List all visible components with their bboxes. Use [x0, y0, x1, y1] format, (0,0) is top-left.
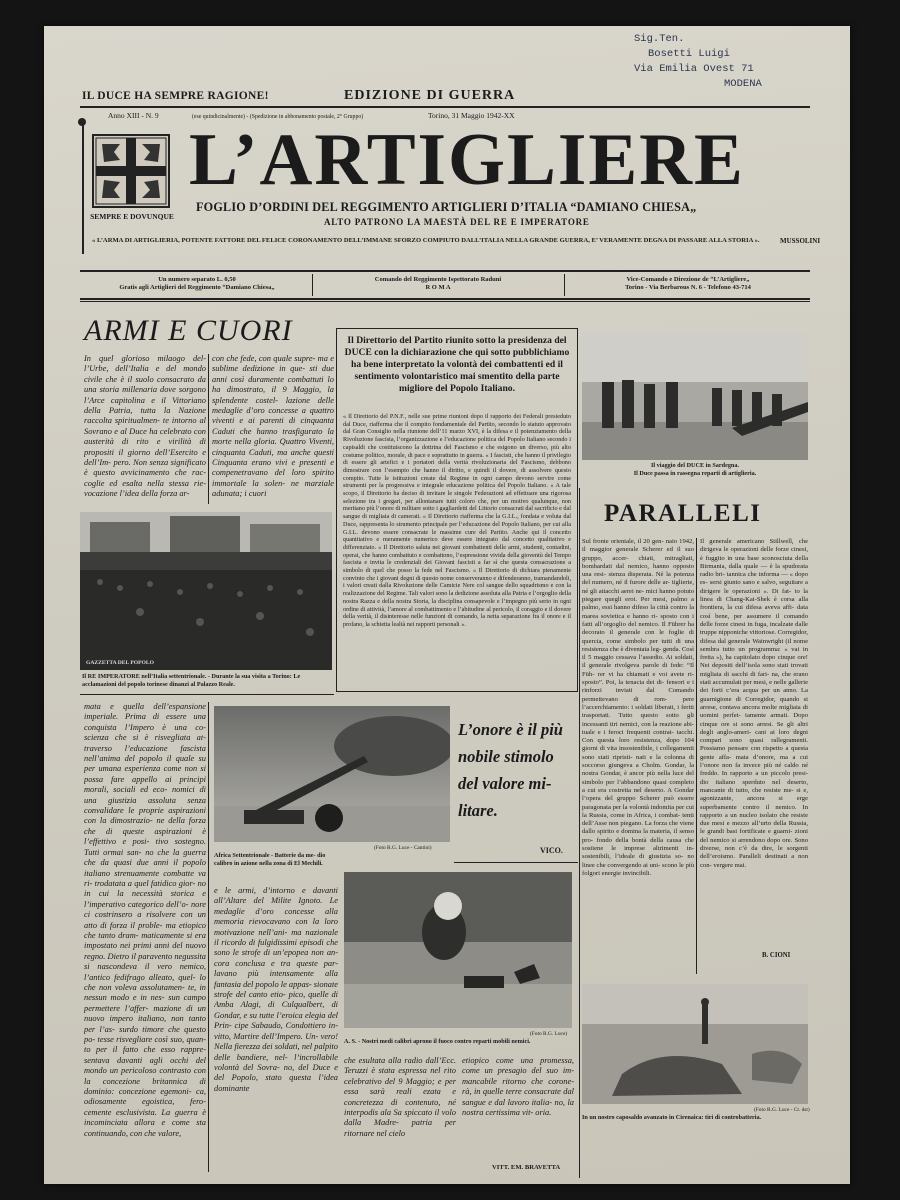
armi-title: ARMI E CUORI: [84, 314, 293, 347]
quote-author: MUSSOLINI: [780, 237, 821, 245]
direttorio-body: « Il Direttorio del P.N.F., nelle sue prime riunioni dopo il rapporto dei Federali presieduto dal Duce, riafferma che il compito fondamentale del Partito, secondo lo statuto approvato dal Gran Consiglio nella riunione dell’11 marzo XVI, è la difesa e il potenziamento della Rivoluzione fascista, l’organizzazione e l’educazione politica del Popolo Italiano secondo i capisaldi che costituiscono la dottrina del Fascismo e che esigono un diverso, più alto costume politico, morale, di pace e soprattutto in guerra. « I fascisti, che hanno il privilegio di essere gli artefici e i portatori della verità rivoluzionaria del Fascismo, debbono dimostrare con l’esempio che hanno il diritto, e quindi il dovere, di assolvere questo compito. Tutte le istituzioni create dal Regime in ogni campo devono servire come strumenti per la progressiva e integrale educazione politica del Popolo Italiano. « A tale scopo, il Direttorio ha deciso di invitare le singole Federazioni ad effettuare una rigorosa selezione tra i gregari, per allontanare tutti coloro che, per un motivo qualunque, non meritano più l’onore di militare sotto i gagliardetti del Littorio consacrati dal sacrificio e dal sangue di migliaia di camerati. « Il Direttorio riafferma che la G.I.L., fondata e voluta dal Duce, rappresenta lo strumento principale per l’educazione del Popolo Italiano, per cui alla G.I.L. devono essere consacrate le massime cure del Partito. Anche qui il concetto quantitativo e meramente numerico deve essere integrato dal concetto qualitativo e differenziato. « Il Direttorio saluta nei giovani combattenti delle armi, studenti, contadini, operai, che hanno combattuto e combattono, l’espressione vivida della gioventù del Tempo fascista e invita le credenziali dei Giovani fascisti a far sì che questa consacrazione a simbolo di quel che posso la fede nel Fascismo. « Il Direttorio di dichiara pienamente convinto che i giovani degni di questo nome conserveranno e difenderanno, tramandandoli, i valori creati dalla Rivoluzione delle Camicie Nere col sangue dello squadrismo e con la realizzazione del Regime. Tali valori sono la dedizione assoluta alla Patria e l’orgoglio della nostra Razza e della nostra Storia, la disciplina consapevole e l’impegno più serio in ogni ordine di attività, l’amore al combattimento e l’abitudine al pericolo, il coraggio e il dovere della verità, il disinteresse nelle funzioni di comando, la netta separazione fra il onore e il profano, la schietta lealtà nei rapporti personali ».: [343, 413, 571, 628]
info-command-line: Comando del Reggimento Ispettorato Raduni: [374, 276, 502, 283]
crowd-image: [80, 512, 332, 670]
cannon-photo: [214, 706, 450, 842]
stamp-line-3: Via Emilia Ovest 71: [634, 63, 754, 75]
sardegna-image: [582, 332, 808, 460]
paralleli-column-2: Il generale americano Stillwell, che dirigeva le operazioni delle forze cinesi, è fuggito in una base sconosciuta della Birmania, dalla quale — è la spudorata radio bri- tannica che informa — « dopo es- sersi giunto sano e salvo, seguitare a dirigere le operazioni ». Di fat- to la linea di Chang-Kai-Shek è corsa alla frontiera, la cui difesa aveva affi- data così bene, per assumere il comando delle forze cinesi in fuga, incalzate dalle truppe nipponiche vittoriose. Corregidor, difesa dal generale Wainwright (il nome sembra tutto un programma: « vai in fretta »), ha capitolato dopo cinque ore! Nei depositi dell’isola sono stati trovati migliaia di sacchi di fari- na, che erano stati accumulati per mesi, e nelle gallerie dei forti c’era acqua per un anno. La guarnigione di Corregidor, quando si arrese, contava ancora molte migliaia di uomini perfet- tamente armati. Dopo cinque ore si sono arresi. Se gli altri degli anglo-ameri- cani ai loro degni compari sono quasi rallegramenti. Possiamo pensare con rispetto a questa gente affa- mata d’onore, ma a cui l’onore non fa invece più né caldo né freddo. In rapporto a un piccolo presi- dio italiano sperduto nel deserto, mancante di tutto, che resiste me- si e, agonizzante, ancora si erge superbamente contro il nemico. In rapporto a un nucleo isolato che resiste due mesi e mezzo all’urto della Russia, le grandi basi fortificate e guarni- zioni del nemico si arrendono dopo ore. Sono diverse, non c’è da dire, le sorgenti dell’eroismo. Paralleli destinati a non con- vergere mai.: [700, 538, 808, 869]
info-direction: [568, 276, 808, 292]
crowd-photo: [80, 512, 332, 670]
crest-motto: SEMPRE E DOVUNQUE: [90, 212, 174, 221]
armi-column-6: etiopico come una promessa, come un presagio del suo im- mancabile ritorno che corone- rà, in quelle terre consacrate dal sangue e dal lavoro italia- no, la nostra certissima vit- oria.: [462, 1056, 574, 1118]
desert-photo-caption: In un nostro caposaldo avanzato in Cirenaica: tiri di controbatteria.: [582, 1114, 762, 1121]
photo-tag: GAZZETTA DEL POPOLO: [86, 660, 154, 666]
sardegna-caption-1: Il viaggio del DUCE in Sardegna.: [650, 462, 739, 469]
issue-number: Anno XIII - N. 9: [108, 111, 159, 120]
edition-label: EDIZIONE DI GUERRA: [344, 88, 516, 103]
sardegna-caption-2: Il Duce passa in rassegna reparti di artiglieria.: [633, 469, 757, 477]
address-stamp: [634, 32, 844, 92]
info-price-line: Un numero separato L. 0,50: [158, 276, 236, 283]
armi-column-4: e le armi, d’intorno e davanti all’Altare del Milite Ignoto. Le medaglie d’oro concesse alla memoria rievocavano con la loro motivazione nell’ani- ma nazionale il ricordo di fulgidissimi episodi che sono le strofe di un’epopea non an- cora conclusa e tra queste par- lavano più intensamente alla fantasia del popolo le appas- sionate strofe del canto etio- pico, quelle di Amba Alagi, di Culqualbert, di Gondar, e su tutte l’eroica elegia del Prin- cipe Sabaudo, Condottiero in- vitto, Martire dell’Impero. Un- vero! Nella fierezza dei soldati, nel palpito delle bandiere, nel- l’incrollabile volontà del Sovra- no, del Duce e del Popolo, stato questa l’idea dominante: [214, 886, 338, 1093]
paralleli-signature: B. CIONI: [762, 952, 791, 959]
cannon-photo-caption: Africa Settentrionale - Batterie da me- dio calibro in azione nella zona di El Mechili.: [214, 852, 326, 867]
armi-column-3: mata e quella dell’espansione imperiale. Prima di essere una conquista l’Impero è una co- scienza che si è risvegliata at- traverso l’educazione fascista nell’anima del popolo il quale su per umana esperienza come non si possa fare appello ai principi morali, sociali ed eco- nomici di una giustizia assoluta senza convalidare le proprie aspirazioni con la dimostrazio- ne della forza che di queste aspirazioni è l’effettivo e posi- tivo sostegno. Tutti ormai san- no che la guerra che da quasi due anni il popolo italiano strenuamente combatte va ri- trodatata a quel fatidico gior- no in cui la necessità storica e l’imperativo categorico dell’o- nore ci costrinsero a risolvere con un atto di forza il proble- ma etiopico che tanto dram- maticamente si era impostato nei primi anni del nuovo regno. Dietro il paravento negussita si nascondeva il vero nemico, l’antico fedifrago alleato, quel- lo che non voleva assolutamen- te, in nessun modo e in nes- sun campo permettere l’affer- mazione di un nuovo impero italiano, non tanto per l’as- surdo timore che questo po- tesse risvegliare così suo, quan- to per il fatto che esso rappre- sentava davanti agli occhi del mondo un pericoloso contrasto con la concezione britannica di dominio: concezione egemoni- ca, odiosamente egoistica, fero- cemente esclusivista. La guerra è incominciata allora e come sta continuando, con che valore,: [84, 702, 206, 1138]
stamp-city: MODENA: [724, 78, 762, 90]
info-gratis-line: Gratis agli Artiglieri del Reggimento “Damiano Chiesa„: [119, 284, 275, 291]
onore-author: VICO.: [540, 846, 563, 855]
armi-column-1: In quel glorioso milaogo del- l’Urbe, dell’Italia e del mondo civile che è il suolo consacrato da una storia millenaria dove sorgono l’Arce capitolina e il Vittoriano della Patria, tutta la Nazione raccolta spiritualmen- te intorno al Sovrano e al Duce ha celebrato con austerità di rito e virilità di propositi il giorno dell’Esercito e dell’Im- pero. Non senza significato è questo avvicinamento che rac- coglie ed esalta nella stessa rie- vocazione l’idea della forza ar-: [84, 354, 206, 499]
motto: IL DUCE HA SEMPRE RAGIONE!: [82, 90, 269, 102]
issue-date: Torino, 31 Maggio 1942-XX: [428, 111, 515, 120]
battle-photo-credit: (Foto R.G. Luce): [530, 1031, 568, 1037]
armi-column-5: che esultata alla radio dall’Ecc. Teruzzi è stata espressa nel rito celebrativo del 9 Maggio; e per essa sarà reali ezata e concretezza di contenuto, né interpodis ala Sa spiccato il volo dalla Madre- patria per ritornare nel cielo: [344, 1056, 456, 1138]
paralleli-title: PARALLELI: [604, 500, 762, 527]
info-price: [84, 276, 310, 292]
cannon-photo-credit: (Foto R.G. Luce - Cantini): [374, 845, 432, 851]
stamp-line-1: Sig.Ten.: [634, 33, 685, 45]
info-direction-line: Vice-Comando e Direzione de “L’Artigliere„: [626, 276, 750, 283]
patron-line: ALTO PATRONO LA MAESTÀ DEL RE E IMPERATORE: [324, 217, 590, 227]
postal-note: (ese quindicinalmente) - (Spedizione in abbonamento postale, 2° Gruppo): [192, 114, 364, 120]
newspaper-page: [44, 26, 850, 1184]
cannon-image: [214, 706, 450, 842]
masthead-quote: « L’ARMA DI ARTIGLIERIA, POTENTE FATTORE DEL FELICE CORONAMENTO DELL’IMMANE SFORZO COMPIUTO DALL’ITALIA NELLA GRANDE GUERRA, E’ VERAMENTE DEGNA DI PASSARE ALLA STORIA ».: [92, 237, 760, 244]
paralleli-column-1: Sul fronte orientale, il 20 gen- naio 1942, il maggior generale Scherer ed il suo gruppo, accer- chiati, mitragliati, bombardati dal nemico, hanno opposto una resi- stenza disperata. Né la potenza del numero, né il furore delle ar- tiglierie, né gli attacchi aerei ne- mici hanno potuto piegare quegli eroi. Per mesi, palmo a palmo, essi hanno difeso la città contro la marea sovietica e hanno ri- sposto con i fatti all’orgoglio del nemico. Il Führer ha decorato il generale con le foglie di quercia, come simbolo per tutti di una resistenza che è diventata leg- genda. Così il 5 maggio cessava l’assedio. Ai soldati, il generale rivolgeva parole di fede: “Il Füh- rer vi ha chiamati e voi avete ri- sposto”. Poi, la tenacia dei di- fensori e i rinforzi inviati dal Comando permettevano di rom- pere l’accerchiamento: i soldati liberati, i feriti trasportati. Tutto questo sotto gli incessanti tiri nemici, con la reazione abi- tuale e i feroci frequenti contrat- tacchi. Con questa loro resistenza, dopo 104 giorni di vita insostenibile, i collegamenti sono stati ripristi- nati e la colonna di soccorso giungeva a Cholm. Gondar, la nostra Gondar, è ancor più nella luce del simbolo per l’abbandono quasi completo a cui era costretta nel deserto. A Gondar l’opera del gruppo Scherer può essere paragonata per la volontà indomita per cui la Russia, come in Africa, i combat- tenti dell’Asse non piegano. La forza che viene dallo spirito e domina la materia, il senso pro- fondo della bontà della causa che sostiene le imprese altrimenti in- sostenibili, l’ideale di giustizia so- no linee che convergendo ai uni- scono le più folgori energie invincibili.: [582, 538, 694, 877]
newspaper-subtitle: FOGLIO D’ORDINI DEL REGGIMENTO ARTIGLIERI D’ITALIA “DAMIANO CHIESA„: [196, 200, 697, 214]
battle-image: [344, 872, 572, 1028]
onore-quote: L’onore è il più nobile stimolo del valore mi- litare.: [458, 720, 563, 820]
desert-photo: [582, 984, 808, 1104]
newspaper-title: L’ARTIGLIERE: [189, 119, 745, 201]
info-city-line: R O M A: [425, 284, 451, 291]
direttorio-heading: Il Direttorio del Partito riunito sotto la presidenza del DUCE con la dichiarazione che qui sotto pubblichiamo ha bene interpretato la volontà dei combattenti ed il sentimento volontaristico mai smentito della parte migliore del Popolo Italiano.: [344, 335, 570, 394]
crowd-photo-caption: Il RE IMPERATORE nell’Italia settentrionale. - Durante la sua visita a Torino: Le acclamazioni del popolo torinese dinanzi al Palazzo Reale.: [82, 673, 301, 688]
info-command: [316, 276, 560, 292]
desert-photo-credit: (Foto R.G. Luce - Cr. dst): [754, 1107, 810, 1113]
stamp-line-2: Bosetti Luigi: [648, 48, 730, 60]
crest-emblem-icon: [92, 134, 170, 208]
desert-image: [582, 984, 808, 1104]
info-address-line: Torino - Via Berbarous N. 6 - Telefono 43-714: [625, 284, 751, 291]
battle-photo: [344, 872, 572, 1028]
battle-photo-caption: A. S. - Nostri medi calibri aprono il fuoco contro reparti mobili nemici.: [344, 1038, 531, 1045]
sardegna-photo: [582, 332, 808, 460]
regiment-crest: [92, 134, 170, 208]
armi-signature: VITT. EM. BRAVETTA: [492, 1164, 561, 1171]
direttorio-box: [336, 328, 578, 692]
sardegna-caption: [582, 462, 808, 477]
armi-column-2: con che fede, con quale supre- ma e sublime dedizione in que- sti due anni così duramente combattuti lo ha dimostrato, il 9 Maggio, la splendente costel- lazione delle medaglie d’oro concesse a quattro viventi e ai parenti di cinquanta Caduti che hanno trasfigurato la morte nella gloria. Quattro Viventi, cinquanta Caduti, ma anche questi Cinquanta erano vivi e presenti e compenetravano del loro spirito immortale la solen- ne marziale adunata; i cuori: [212, 354, 334, 499]
